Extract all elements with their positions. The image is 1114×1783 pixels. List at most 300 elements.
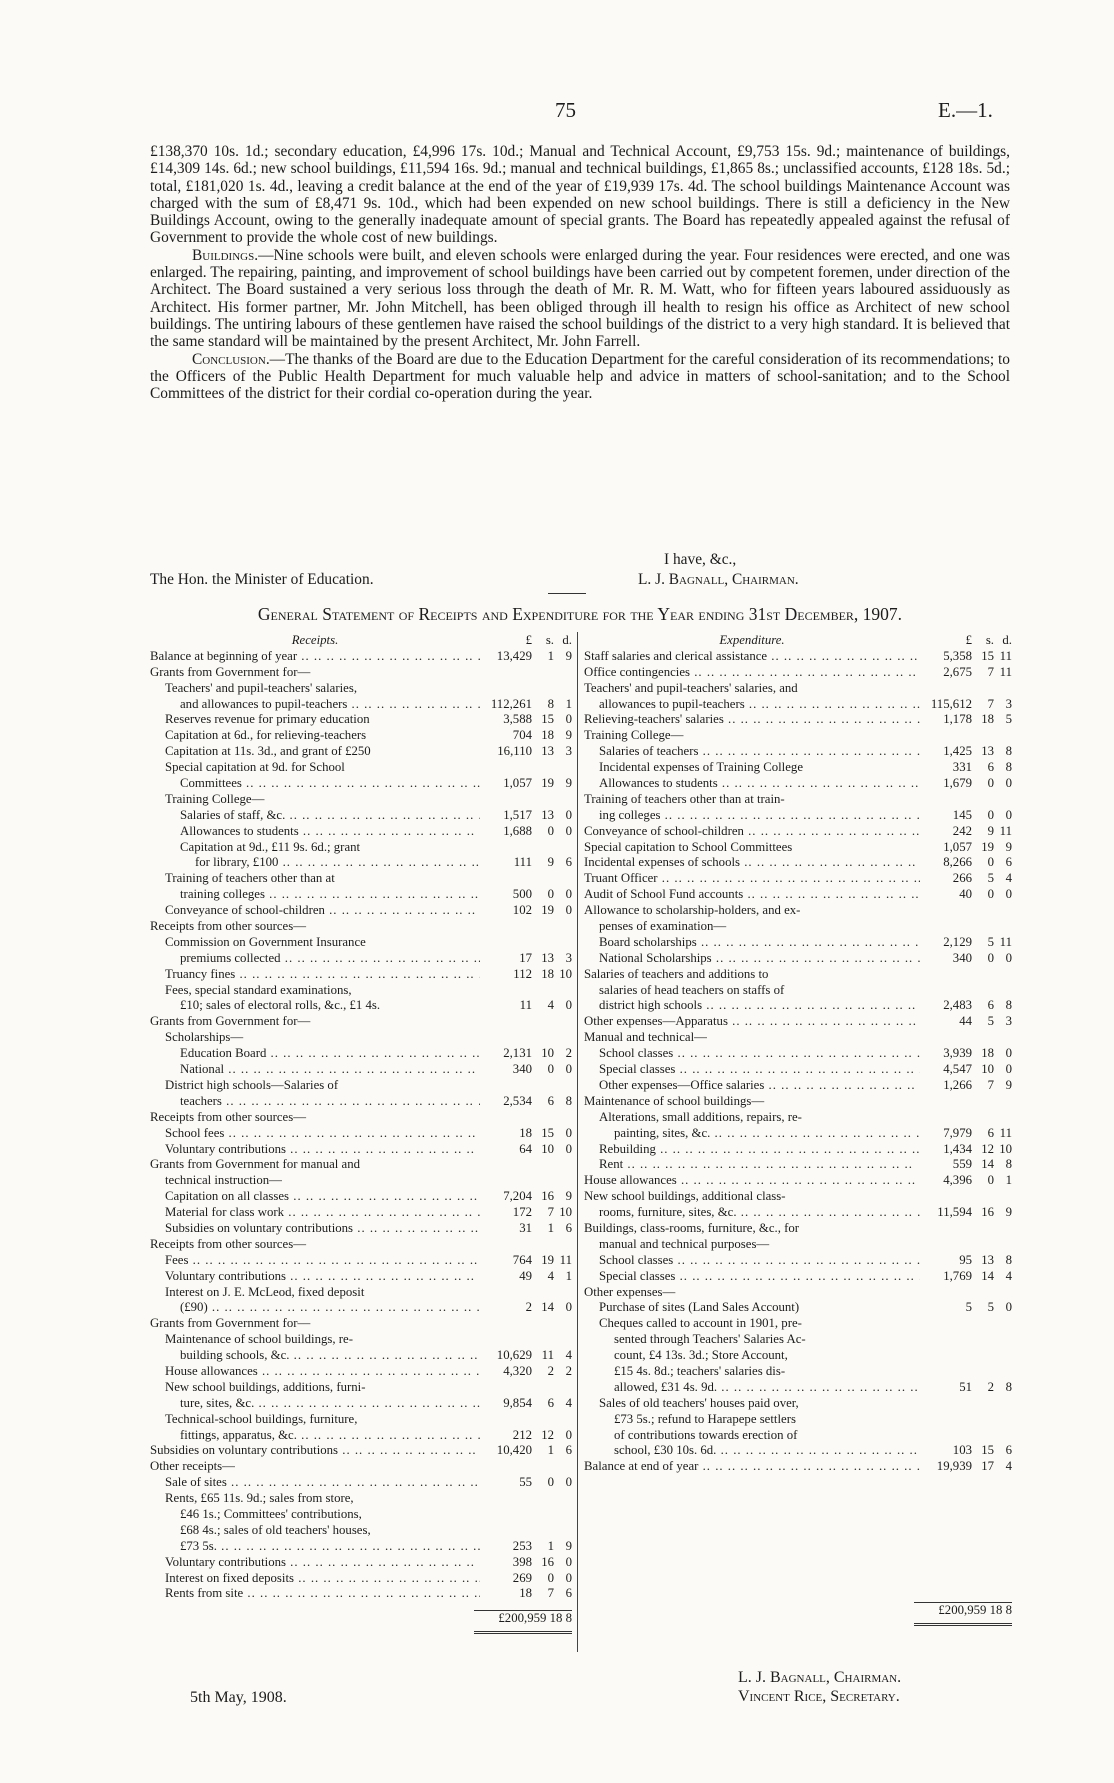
pence-value: 4 <box>1005 871 1012 886</box>
line-label: House allowances .. .. <box>150 1364 480 1380</box>
pence-value: 11 <box>559 1252 572 1267</box>
line-label: Allowance to scholarship-holders, and ex- <box>584 903 801 918</box>
line-label: Education Board .. .. <box>150 1046 480 1062</box>
line-label: Conveyance of school-children .. .. <box>584 824 920 840</box>
receipts-row <box>150 649 572 665</box>
receipts-row <box>150 998 572 1014</box>
expenditure-row <box>584 1253 1012 1269</box>
pound-head: £ <box>965 633 972 647</box>
pounds-value: 4,547 <box>943 1062 972 1077</box>
pence-value: 8 <box>1005 1252 1012 1267</box>
line-amount <box>480 1253 572 1269</box>
receipts-row <box>150 983 572 999</box>
line-label: Special capitation at 9d. for School <box>165 760 345 775</box>
expenditure-row <box>584 728 1012 744</box>
pounds-value: 10,629 <box>496 1348 532 1363</box>
expenditure-row <box>584 983 1012 999</box>
line-amount <box>920 1078 1012 1094</box>
receipts-row <box>150 1189 572 1205</box>
pounds-value: 55 <box>519 1475 532 1490</box>
expenditure-row <box>584 998 1012 1014</box>
shillings-value: 19 <box>541 776 554 791</box>
pounds-value: 2 <box>525 1300 532 1315</box>
line-label: Training of teachers other than at <box>165 871 335 886</box>
statement-signatures <box>738 1668 901 1706</box>
line-label: School classes .. .. <box>584 1253 920 1269</box>
receipts-row <box>150 1348 572 1364</box>
pounds-value: 242 <box>952 823 972 838</box>
receipts-row <box>150 697 572 713</box>
line-amount <box>920 1126 1012 1142</box>
shillings-value: 13 <box>981 744 994 759</box>
pence-head: d. <box>1002 633 1012 647</box>
line-label: painting, sites, &c. .. .. <box>584 1126 920 1142</box>
pounds-value: 1,688 <box>503 823 532 838</box>
pounds-value: 2,675 <box>943 664 972 679</box>
expenditure-total-row <box>584 1603 1012 1621</box>
line-amount <box>480 1126 572 1142</box>
pounds-value: 95 <box>959 1252 972 1267</box>
pounds-value: 269 <box>512 1570 532 1585</box>
line-label: Fees, special standard examinations, <box>165 982 352 997</box>
shillings-value: 0 <box>987 807 994 822</box>
pence-value: 0 <box>565 1125 572 1140</box>
line-label: school, £30 10s. 6d. .. .. <box>584 1443 920 1459</box>
shillings-value: 0 <box>987 855 994 870</box>
line-label: National Scholarships .. .. <box>584 951 920 967</box>
line-label: £46 1s.; Committees' contributions, <box>180 1506 362 1521</box>
pounds-value: 1,517 <box>503 807 532 822</box>
line-label: building schools, &c. .. .. <box>150 1348 480 1364</box>
receipts-row <box>150 1507 572 1523</box>
line-label: Salaries of teachers and additions to <box>584 966 769 981</box>
pounds-value: 111 <box>513 855 532 870</box>
pounds-value: 2,534 <box>503 1093 532 1108</box>
pence-value: 8 <box>1005 1157 1012 1172</box>
line-amount <box>920 712 1012 728</box>
pence-value: 0 <box>1005 1300 1012 1315</box>
receipts-row <box>150 1364 572 1380</box>
expenditure-row <box>584 681 1012 697</box>
line-label: district high schools .. .. <box>584 998 920 1014</box>
shillings-value: 6 <box>987 998 994 1013</box>
shillings-value: 1 <box>547 1443 554 1458</box>
pence-value: 0 <box>565 807 572 822</box>
line-label: £68 4s.; sales of old teachers' houses, <box>180 1522 371 1537</box>
pounds-value: 102 <box>512 903 532 918</box>
shillings-value: 16 <box>541 1554 554 1569</box>
expenditure-row <box>584 1300 1012 1316</box>
shillings-value: 14 <box>981 1157 994 1172</box>
line-label: New school buildings, additions, furni- <box>165 1379 366 1394</box>
line-label: Manual and technical— <box>584 1030 707 1045</box>
shillings-value: 12 <box>981 1141 994 1156</box>
pence-value: 0 <box>565 1141 572 1156</box>
expenditure-row <box>584 1316 1012 1332</box>
expenditure-row <box>584 808 1012 824</box>
receipts-row <box>150 919 572 935</box>
pence-value: 4 <box>565 1395 572 1410</box>
line-label: Training College— <box>165 791 265 806</box>
line-amount <box>920 697 1012 713</box>
pence-value: 9 <box>565 776 572 791</box>
line-label: manual and technical purposes— <box>599 1236 770 1251</box>
paragraph-text: £138,370 10s. 1d.; secondary education, £4,996 17s. 10d.; Manual and Technical Account, £9,753 15s. 9d.; maintenance of buildings, £14,309 14s. 6d.; new school buildings, £11,594 16s. 9d.; manual and technical buildings, £1,865 8s.; unclassified accounts, £128 18s. 5d.; total, £181,020 1s. 4d., leaving a credit balance at the end of the year of £19,939 17s. 4d. The school buildings Maintenance Account was charged with the sum of £8,471 9s. 10d., which had been expended on new school buildings. There is still a deficiency in the New Buildings Account, owing to the generally inadequate amount of special grants. The Board has repeatedly appealed against the refusal of Government to provide the whole cost of new buildings. <box>150 143 1010 247</box>
expenditure-row <box>584 1142 1012 1158</box>
pence-value: 0 <box>1005 950 1012 965</box>
line-amount <box>480 1269 572 1285</box>
pounds-value: 1,178 <box>943 712 972 727</box>
receipts-row <box>150 1475 572 1491</box>
shillings-value: 5 <box>987 871 994 886</box>
pence-value: 10 <box>559 1205 572 1220</box>
line-label: Interest on J. E. McLeod, fixed deposit <box>165 1284 365 1299</box>
pounds-value: 212 <box>512 1427 532 1442</box>
pence-value: 8 <box>1005 760 1012 775</box>
line-label: Buildings, class-rooms, furniture, &c., for <box>584 1220 800 1235</box>
pence-value: 6 <box>565 1586 572 1601</box>
pounds-value: 3,588 <box>503 712 532 727</box>
expenditure-list <box>584 649 1012 1475</box>
receipts-row <box>150 776 572 792</box>
pounds-value: 8,266 <box>943 855 972 870</box>
line-label: Incidental expenses of schools .. .. <box>584 855 920 871</box>
receipts-row <box>150 1078 572 1094</box>
line-label: £15 4s. 8d.; teachers' salaries dis- <box>614 1363 786 1378</box>
line-label: (£90) .. .. <box>150 1300 480 1316</box>
pence-value: 6 <box>565 855 572 870</box>
line-label: Receipts from other sources— <box>150 1109 307 1124</box>
line-label: teachers .. .. <box>150 1094 480 1110</box>
pounds-value: 340 <box>952 950 972 965</box>
line-label: Capitation on all classes .. .. <box>150 1189 480 1205</box>
shillings-value: 6 <box>987 1125 994 1140</box>
expenditure-row <box>584 1046 1012 1062</box>
pence-value: 6 <box>1005 855 1012 870</box>
line-label: Maintenance of school buildings— <box>584 1093 765 1108</box>
line-amount <box>480 1586 572 1602</box>
shillings-value: 5 <box>987 1300 994 1315</box>
shillings-value: 15 <box>541 1125 554 1140</box>
line-label: Board scholarships .. .. <box>584 935 920 951</box>
line-label: Reserves revenue for primary education <box>165 712 370 727</box>
shillings-value: 6 <box>547 1093 554 1108</box>
pence-value: 0 <box>565 712 572 727</box>
letter-signer: L. J. Bagnall, Chairman. <box>638 571 799 588</box>
line-label: Material for class work .. .. <box>150 1205 480 1221</box>
line-amount <box>920 1253 1012 1269</box>
line-label: Rents from site .. .. <box>150 1586 480 1602</box>
pounds-value: 7,979 <box>943 1125 972 1140</box>
paragraph-text: —Nine schools were built, and eleven schools were enlarged during the year. Four residences were erected, and one was enlarged. The repairing, painting, and improvement of school buildings have been carried out by competent foremen, under direction of the Architect. The Board sustained a very serious loss through the death of Mr. R. M. Watt, who for fifteen years laboured assiduously as Architect. His former partner, Mr. John Mitchell, has been obliged through ill health to resign his office as Architect of new school buildings. The untiring labours of these gentlemen have raised the school buildings of the district to a very high standard. It is believed that the same standard will be maintained by the present Architect, Mr. John Farrell. <box>150 246 1010 351</box>
receipts-row <box>150 824 572 840</box>
pence-value: 9 <box>565 1189 572 1204</box>
pounds-value: 559 <box>952 1157 972 1172</box>
paragraph-conclusion <box>150 351 1010 403</box>
shillings-value: 13 <box>541 950 554 965</box>
pounds-value: 11,594 <box>937 1205 972 1220</box>
shillings-value: 10 <box>981 1062 994 1077</box>
line-label: Capitation at 11s. 3d., and grant of £250 <box>165 744 371 759</box>
line-label: penses of examination— <box>599 919 727 934</box>
column-separator <box>577 632 578 1652</box>
line-label: Receipts from other sources— <box>150 1236 307 1251</box>
line-amount <box>920 1205 1012 1221</box>
receipts-row <box>150 1412 572 1428</box>
line-amount <box>480 903 572 919</box>
line-label: Incidental expenses of Training College <box>599 760 804 775</box>
shillings-value: 2 <box>987 1379 994 1394</box>
pence-value: 9 <box>1005 1205 1012 1220</box>
expenditure-row <box>584 951 1012 967</box>
shillings-value: 0 <box>547 823 554 838</box>
expenditure-row <box>584 1062 1012 1078</box>
expenditure-row <box>584 712 1012 728</box>
pounds-value: 340 <box>512 1062 532 1077</box>
line-amount <box>480 967 572 983</box>
expenditure-row <box>584 1157 1012 1173</box>
line-label: Subsidies on voluntary contributions .. .. <box>150 1443 480 1459</box>
pounds-value: 1,434 <box>943 1141 972 1156</box>
pounds-value: 51 <box>959 1379 972 1394</box>
line-amount <box>920 951 1012 967</box>
shillings-value: 0 <box>987 887 994 902</box>
double-rule <box>914 1623 1012 1626</box>
shillings-value: 5 <box>987 1014 994 1029</box>
shillings-value: 13 <box>541 744 554 759</box>
pence-value: 2 <box>565 1363 572 1378</box>
line-label: Voluntary contributions .. .. <box>150 1269 480 1285</box>
pence-head: d. <box>562 633 572 647</box>
shillings-value: 10 <box>541 1046 554 1061</box>
double-rule <box>474 1631 572 1634</box>
expenditure-row <box>584 919 1012 935</box>
pence-value: 0 <box>1005 807 1012 822</box>
pounds-value: 44 <box>959 1014 972 1029</box>
line-amount <box>920 1269 1012 1285</box>
line-label: Voluntary contributions .. .. <box>150 1555 480 1571</box>
line-amount <box>480 744 572 760</box>
line-label: salaries of head teachers on staffs of <box>599 982 785 997</box>
line-label: Receipts from other sources— <box>150 919 307 934</box>
receipts-row <box>150 1571 572 1587</box>
line-label: premiums collected .. .. <box>150 951 480 967</box>
line-label: Grants from Government for— <box>150 1014 311 1029</box>
shillings-value: 0 <box>547 1475 554 1490</box>
line-label: allowances to pupil-teachers .. .. <box>584 697 920 713</box>
receipts-row <box>150 1046 572 1062</box>
pounds-value: 5 <box>965 1300 972 1315</box>
shillings-value: 7 <box>987 1077 994 1092</box>
line-label: Grants from Government for— <box>150 1316 311 1331</box>
pence-value: 0 <box>565 903 572 918</box>
pounds-value: 172 <box>512 1205 532 1220</box>
shillings-value: 18 <box>541 966 554 981</box>
line-amount <box>920 1062 1012 1078</box>
pence-value: 4 <box>1005 1268 1012 1283</box>
line-amount <box>920 998 1012 1014</box>
expenditure-row <box>584 935 1012 951</box>
expenditure-row <box>584 1030 1012 1046</box>
line-amount <box>480 1571 572 1587</box>
line-label: Voluntary contributions .. .. <box>150 1142 480 1158</box>
pounds-value: 266 <box>952 871 972 886</box>
shillings-value: 16 <box>981 1205 994 1220</box>
pence-value: 1 <box>565 1268 572 1283</box>
line-label: for library, £100 .. .. <box>150 855 480 871</box>
pence-value: 9 <box>1005 1077 1012 1092</box>
pence-value: 0 <box>1005 1046 1012 1061</box>
shillings-value: 19 <box>541 1252 554 1267</box>
line-label: Salaries of teachers .. .. <box>584 744 920 760</box>
line-amount <box>480 887 572 903</box>
pounds-value: 2,129 <box>943 934 972 949</box>
line-label: School classes .. .. <box>584 1046 920 1062</box>
pence-value: 2 <box>565 1046 572 1061</box>
line-label: Rebuilding .. .. <box>584 1142 920 1158</box>
letter-closing: I have, &c., <box>664 551 737 568</box>
pence-value: 5 <box>1005 712 1012 727</box>
line-amount <box>480 824 572 840</box>
line-label: Cheques called to account in 1901, pre- <box>599 1316 802 1331</box>
pounds-value: 5,358 <box>943 648 972 663</box>
line-amount <box>480 1221 572 1237</box>
line-label: Special capitation to School Committees <box>584 839 793 854</box>
pounds-value: 704 <box>512 728 532 743</box>
receipts-row <box>150 1221 572 1237</box>
shillings-value: 18 <box>541 728 554 743</box>
paragraph-buildings <box>150 247 1010 351</box>
expenditure-row <box>584 824 1012 840</box>
shillings-value: 0 <box>547 1570 554 1585</box>
receipts-row <box>150 1126 572 1142</box>
letter-addressee: The Hon. the Minister of Education. <box>150 571 374 588</box>
line-amount <box>480 998 572 1014</box>
shillings-value: 15 <box>981 1443 994 1458</box>
pence-value: 8 <box>1005 1379 1012 1394</box>
line-amount <box>480 1539 572 1555</box>
line-amount <box>920 840 1012 856</box>
document-code: E.—1. <box>938 98 993 122</box>
line-label: count, £4 13s. 3d.; Store Account, <box>614 1348 788 1363</box>
pounds-value: 253 <box>512 1538 532 1553</box>
paragraph-finance <box>150 143 1010 247</box>
pence-value: 9 <box>565 1538 572 1553</box>
expenditure-row <box>584 1348 1012 1364</box>
pence-value: 3 <box>565 950 572 965</box>
receipts-row <box>150 1428 572 1444</box>
pence-value: 0 <box>565 1570 572 1585</box>
pounds-value: 331 <box>952 760 972 775</box>
expenditure-column <box>584 633 1012 1626</box>
shillings-value: 1 <box>547 648 554 663</box>
pence-value: 9 <box>565 648 572 663</box>
shillings-value: 7 <box>987 664 994 679</box>
shilling-head: s. <box>985 633 994 647</box>
expenditure-row <box>584 665 1012 681</box>
expenditure-row <box>584 903 1012 919</box>
expenditure-row <box>584 1221 1012 1237</box>
expenditure-row <box>584 1110 1012 1126</box>
expenditure-row <box>584 1173 1012 1189</box>
report-body <box>150 143 1010 402</box>
line-amount <box>920 1157 1012 1173</box>
line-amount <box>920 855 1012 871</box>
receipts-row <box>150 744 572 760</box>
line-amount <box>480 1142 572 1158</box>
line-amount <box>920 808 1012 824</box>
line-label: Allowances to students .. .. <box>150 824 480 840</box>
line-label: Allowances to students .. .. <box>584 776 920 792</box>
expenditure-row <box>584 887 1012 903</box>
shillings-value: 6 <box>987 760 994 775</box>
line-label: Alterations, small additions, repairs, re- <box>599 1109 802 1124</box>
pence-value: 9 <box>565 728 572 743</box>
line-label: Other receipts— <box>150 1459 235 1474</box>
shillings-value: 14 <box>981 1268 994 1283</box>
pence-value: 6 <box>565 1443 572 1458</box>
line-label: Subsidies on voluntary contributions .. .. <box>150 1221 480 1237</box>
line-amount <box>920 871 1012 887</box>
line-label: Balance at beginning of year .. .. <box>150 649 480 665</box>
line-label: Interest on fixed deposits .. .. <box>150 1571 480 1587</box>
line-amount <box>480 697 572 713</box>
pounds-value: 49 <box>519 1268 532 1283</box>
pence-value: 11 <box>999 823 1012 838</box>
shillings-value: 0 <box>547 887 554 902</box>
line-amount <box>480 1062 572 1078</box>
receipts-row <box>150 665 572 681</box>
line-amount <box>920 1380 1012 1396</box>
pounds-value: 398 <box>512 1554 532 1569</box>
receipts-row <box>150 760 572 776</box>
pounds-value: 10,420 <box>496 1443 532 1458</box>
line-label: Audit of School Fund accounts .. .. <box>584 887 920 903</box>
pence-value: 3 <box>1005 696 1012 711</box>
expenditure-row <box>584 1459 1012 1475</box>
expenditure-row <box>584 1205 1012 1221</box>
pounds-value: 7,204 <box>503 1189 532 1204</box>
line-amount <box>920 1142 1012 1158</box>
shillings-value: 4 <box>547 1268 554 1283</box>
pence-value: 11 <box>999 1125 1012 1140</box>
line-label: Training of teachers other than at train- <box>584 791 785 806</box>
paragraph-caption: Buildings. <box>192 246 259 264</box>
line-label: Grants from Government for manual and <box>150 1157 361 1172</box>
expenditure-row <box>584 855 1012 871</box>
line-label: Grants from Government for— <box>150 664 311 679</box>
pounds-value: 115,612 <box>930 696 972 711</box>
pounds-value: 1,769 <box>943 1268 972 1283</box>
receipts-row <box>150 1237 572 1253</box>
shilling-head: s. <box>545 633 554 647</box>
receipts-row <box>150 1396 572 1412</box>
line-label: Teachers' and pupil-teachers' salaries, <box>165 680 358 695</box>
statement-date: 5th May, 1908. <box>190 1689 287 1706</box>
receipts-row <box>150 1539 572 1555</box>
statement-title: General Statement of Receipts and Expenditure for the Year ending 31st December, 1907. <box>257 604 903 624</box>
line-amount <box>480 1396 572 1412</box>
line-label: Scholarships— <box>165 1030 244 1045</box>
pence-value: 0 <box>1005 1062 1012 1077</box>
receipts-row <box>150 681 572 697</box>
line-amount <box>480 1348 572 1364</box>
line-amount <box>920 824 1012 840</box>
line-label: ing colleges .. .. <box>584 808 920 824</box>
line-amount <box>920 649 1012 665</box>
expenditure-row <box>584 871 1012 887</box>
receipts-row <box>150 1300 572 1316</box>
